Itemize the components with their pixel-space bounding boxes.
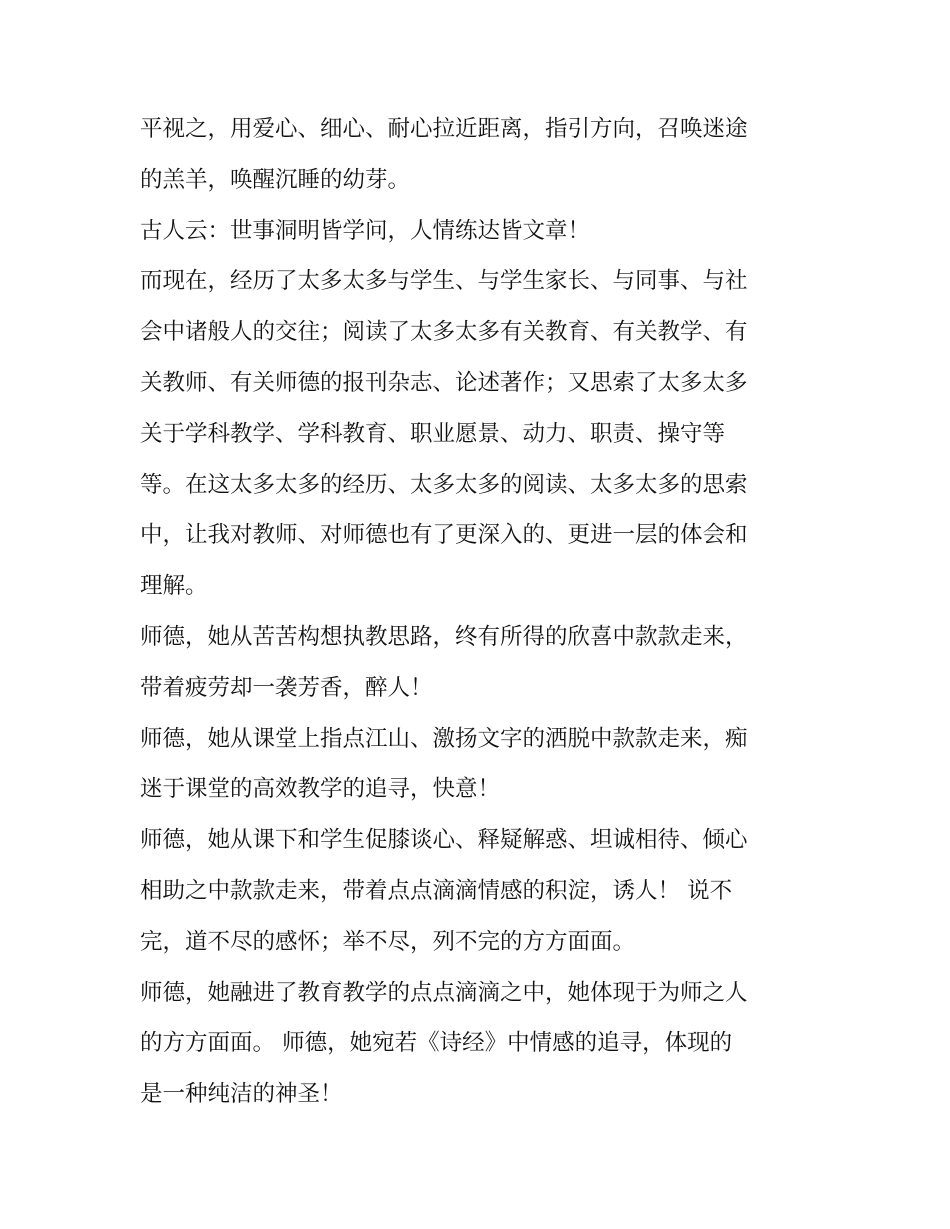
text-line: 师德，她从课堂上指点江山、激扬文字的洒脱中款款走来，痴 xyxy=(140,725,748,752)
text-line: 中，让我对教师、对师德也有了更深入的、更进一层的体会和 xyxy=(140,522,748,549)
text-line: 是一种纯洁的神圣！ xyxy=(140,1081,343,1108)
text-line: 迷于课堂的高效教学的追寻，快意！ xyxy=(140,776,501,803)
text-line: 关教师、有关师德的报刊杂志、论述著作；又思索了太多太多 xyxy=(140,369,748,396)
text-line: 师德，她从课下和学生促膝谈心、释疑解惑、坦诚相待、倾心 xyxy=(140,827,748,854)
text-line: 师德，她融进了教育教学的点点滴滴之中，她体现于为师之人 xyxy=(140,979,748,1006)
document-page xyxy=(140,104,820,1120)
text-line: 会中诸般人的交往；阅读了太多太多有关教育、有关教学、有 xyxy=(140,319,748,346)
text-line: 等。在这太多太多的经历、太多太多的阅读、太多太多的思索 xyxy=(140,471,748,498)
text-line: 的方方面面。 师德，她宛若《诗经》中情感的追寻，体现的 xyxy=(140,1030,733,1057)
text-line: 理解。 xyxy=(140,573,208,600)
text-line: 平视之，用爱心、细心、耐心拉近距离，指引方向，召唤迷途 xyxy=(140,116,748,142)
text-line: 带着疲劳却一袭芳香，醉人！ xyxy=(140,674,433,701)
text-line: 关于学科教学、学科教育、职业愿景、动力、职责、操守等 xyxy=(140,420,726,447)
text-line: 师德，她从苦苦构想执教思路，终有所得的欣喜中款款走来， xyxy=(140,623,748,650)
text-line: 完，道不尽的感怀；举不尽，列不完的方方面面。 xyxy=(140,928,636,955)
text-line: 古人云：世事洞明皆学问，人情练达皆文章！ xyxy=(140,217,591,244)
text-line: 而现在，经历了太多太多与学生、与学生家长、与同事、与社 xyxy=(140,268,748,295)
text-line: 相助之中款款走来，带着点点滴滴情感的积淀，诱人！ 说不 xyxy=(140,877,733,904)
text-line: 的羔羊，唤醒沉睡的幼芽。 xyxy=(140,166,411,193)
